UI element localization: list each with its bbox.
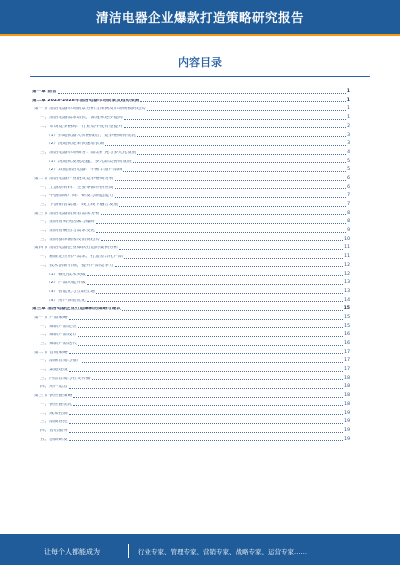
toc-entry-text: （1）核心技术突破: [46, 272, 86, 277]
toc-entry[interactable]: [32, 390, 350, 399]
toc-leader-dots: [133, 162, 346, 163]
toc-page-number: 12: [344, 271, 350, 277]
report-header-banner: [0, 0, 400, 36]
toc-entry[interactable]: [32, 234, 350, 243]
toc-page-number: 8: [347, 219, 350, 225]
toc-page-number: 19: [344, 410, 350, 416]
toc-entry[interactable]: [32, 277, 350, 286]
toc-chapter-entry[interactable]: [32, 303, 350, 312]
toc-entry[interactable]: [32, 251, 350, 260]
toc-entry-text: 一、品牌营销与推广: [40, 359, 82, 364]
toc-entry-text: 第二节 清洁电器产业链及竞争格局分析: [34, 176, 114, 181]
toc-entry[interactable]: [32, 242, 350, 251]
toc-leader-dots: [115, 180, 347, 181]
toc-leader-dots: [122, 310, 343, 311]
toc-entry[interactable]: [32, 268, 350, 277]
toc-entry-text: 一、爆款产品定位: [40, 324, 77, 329]
toc-leader-dots: [124, 119, 346, 120]
toc-leader-dots: [69, 371, 344, 372]
toc-entry[interactable]: [32, 381, 350, 390]
toc-entry-text: 第二节 营销策略: [34, 350, 68, 355]
toc-entry-text: 一、清洁电器需求增长，渗透率逐步提高: [40, 116, 123, 121]
toc-entry[interactable]: [32, 208, 350, 217]
toc-entry-text: 三、内容营销与社交传播: [40, 376, 91, 381]
toc-page-number: 19: [344, 427, 350, 433]
toc-page-number: 6: [347, 175, 350, 181]
toc-entry[interactable]: [32, 355, 350, 364]
toc-page-number: 11: [344, 245, 350, 251]
toc-leader-dots: [96, 223, 346, 224]
toc-entry[interactable]: [32, 173, 350, 182]
toc-entry[interactable]: [32, 329, 350, 338]
toc-entry[interactable]: [32, 147, 350, 156]
toc-leader-dots: [58, 93, 346, 94]
toc-page-number: 18: [344, 393, 350, 399]
toc-page-number: 1: [347, 106, 350, 112]
toc-entry-text: 第三章 清洁电器企业打造爆款的策略与建议: [32, 307, 121, 312]
toc-page-number: 13: [344, 288, 350, 294]
toc-entry[interactable]: [32, 164, 350, 173]
toc-entry[interactable]: [32, 112, 350, 121]
toc-entry[interactable]: [32, 338, 350, 347]
toc-page-number: 15: [343, 306, 350, 312]
footer-divider: [128, 544, 129, 558]
toc-leader-dots: [115, 266, 344, 267]
toc-entry[interactable]: [32, 364, 350, 373]
toc-page-number: 5: [347, 167, 350, 173]
toc-entry[interactable]: [32, 373, 350, 382]
toc-entry[interactable]: [32, 138, 350, 147]
toc-entry-text: 二、市场竞争格局：行业集中度有望提升: [40, 124, 123, 129]
toc-entry-text: 第一节 产品策略: [34, 315, 68, 320]
toc-entry[interactable]: [32, 416, 350, 425]
toc-entry-text: 二、渠道建设: [40, 368, 68, 373]
toc-leader-dots: [69, 319, 344, 320]
toc-entry[interactable]: [32, 399, 350, 408]
toc-entry[interactable]: [32, 121, 350, 130]
toc-entry-text: 二、中游品牌厂商：研发与制造能力: [40, 194, 114, 199]
toc-entry[interactable]: [32, 156, 350, 165]
toc-leader-dots: [123, 171, 346, 172]
toc-entry[interactable]: [32, 295, 350, 304]
toc-entry[interactable]: [32, 103, 350, 112]
toc-page-number: 6: [347, 184, 350, 190]
toc-entry-text: （2）洗地机迎来快速增长期: [46, 142, 105, 147]
toc-entry[interactable]: [32, 216, 350, 225]
toc-page-number: 12: [344, 262, 350, 268]
toc-leader-dots: [87, 284, 343, 285]
toc-leader-dots: [119, 206, 346, 207]
toc-entry[interactable]: [32, 312, 350, 321]
toc-leader-dots: [92, 379, 344, 380]
toc-entry-text: 三、消费群体画像及消费趋势: [40, 237, 100, 242]
toc-entry-text: 第二章 2023-2028年清洁电器市场前景及趋势预测: [32, 98, 140, 103]
toc-page-number: 10: [344, 236, 350, 242]
toc-entry-text: 一、消费者购买因素与偏好: [40, 220, 96, 225]
toc-entry[interactable]: [32, 425, 350, 434]
toc-entry-text: （2）其他清洁电器：不断丰富产品线: [46, 168, 123, 173]
toc-leader-dots: [78, 327, 343, 328]
toc-leader-dots: [115, 188, 347, 189]
toc-entry-text: 三、下游销售渠道：线上线下融合发展: [40, 203, 119, 208]
toc-page-number: 19: [344, 436, 350, 442]
footer-slogan: 让每个人都能成为: [44, 548, 100, 556]
toc-entry-text: 三、品质管控: [40, 420, 68, 425]
toc-page-number: 18: [344, 384, 350, 390]
toc-entry[interactable]: [32, 407, 350, 416]
toc-leader-dots: [101, 214, 346, 215]
toc-entry-text: 二、消费者痛点与需求变化: [40, 229, 96, 234]
toc-page-number: 2: [347, 123, 350, 129]
toc-entry-text: 第一章 前言: [32, 90, 57, 95]
toc-leader-dots: [115, 197, 347, 198]
toc-page-number: 16: [344, 341, 350, 347]
toc-leader-dots: [73, 405, 343, 406]
toc-leader-dots: [119, 249, 343, 250]
toc-entry-text: 四、售后服务: [40, 428, 68, 433]
toc-entry-text: 二、成本控制: [40, 411, 68, 416]
toc-entry-text: （1）扫地机器人价格战后，竞争格局将优化: [46, 133, 137, 138]
toc-page-number: 1: [347, 115, 350, 121]
toc-entry[interactable]: [32, 225, 350, 234]
toc-entry[interactable]: [32, 321, 350, 330]
toc-leader-dots: [69, 388, 344, 389]
toc-entry-text: 一、上游原材料：主要零部件供应商: [40, 185, 114, 190]
toc-entry[interactable]: [32, 260, 350, 269]
toc-leader-dots: [96, 232, 346, 233]
toc-entry[interactable]: [32, 190, 350, 199]
toc-page-number: 16: [344, 332, 350, 338]
toc-page-number: 7: [347, 193, 350, 199]
toc-page-number: 17: [344, 349, 350, 355]
toc-entry-text: （4）用户体验优化: [46, 298, 86, 303]
toc-entry[interactable]: [32, 129, 350, 138]
toc-entry-text: 五、创新研发: [40, 437, 68, 442]
toc-entry-text: 二、爆款产品设计: [40, 333, 77, 338]
footer-tagline: 行业专家、管理专家、营销专家、战略专家、运营专家……: [138, 548, 307, 556]
toc-page-number: 7: [347, 202, 350, 208]
toc-page-number: 19: [344, 419, 350, 425]
toc-leader-dots: [69, 414, 344, 415]
toc-leader-dots: [78, 345, 343, 346]
toc-leader-dots: [73, 397, 343, 398]
toc-leader-dots: [137, 136, 346, 137]
toc-leader-dots: [96, 293, 343, 294]
toc-heading: 内容目录: [178, 56, 222, 69]
toc-leader-dots: [105, 145, 346, 146]
toc-leader-dots: [147, 110, 346, 111]
toc-page-number: 17: [344, 367, 350, 373]
toc-leader-dots: [69, 423, 344, 424]
toc-entry-text: 一、精准定位用户需求，打造差异化产品: [40, 255, 123, 260]
toc-leader-dots: [87, 301, 343, 302]
toc-entry[interactable]: [32, 347, 350, 356]
toc-leader-dots: [69, 440, 344, 441]
toc-leader-dots: [137, 154, 346, 155]
toc-leader-dots: [140, 101, 346, 102]
toc-entry-text: （3）智能化与互联互通: [46, 289, 95, 294]
toc-leader-dots: [78, 336, 343, 337]
toc-entry-text: （2）产品功能升级: [46, 281, 86, 286]
toc-entry[interactable]: [32, 182, 350, 191]
toc-page-number: 5: [347, 158, 350, 164]
toc-page-number: 3: [347, 132, 350, 138]
toc-page-number: 11: [344, 254, 350, 260]
footer-banner: [0, 534, 400, 565]
toc-page-number: 15: [344, 314, 350, 320]
toc-entry[interactable]: [32, 199, 350, 208]
toc-page-number: 4: [347, 149, 350, 155]
toc-entry[interactable]: [32, 434, 350, 443]
toc-leader-dots: [69, 353, 344, 354]
toc-page-number: 1: [346, 97, 350, 103]
toc-entry-text: 三、爆款产品迭代: [40, 342, 77, 347]
toc-entry-text: 第三节 清洁电器消费者需求分析: [34, 211, 100, 216]
toc-entry-text: 三、清洁电器市场细分：品类扩充与多元化发展: [40, 150, 137, 155]
toc-leader-dots: [69, 432, 344, 433]
toc-page-number: 1: [346, 89, 350, 95]
toc-entry-text: 第三节 供应链策略: [34, 394, 73, 399]
toc-page-number: 17: [344, 358, 350, 364]
toc-leader-dots: [82, 362, 343, 363]
toc-leader-dots: [124, 127, 346, 128]
toc-leader-dots: [124, 258, 343, 259]
toc-leader-dots: [101, 240, 343, 241]
report-title: 清洁电器企业爆款打造策略研究报告: [95, 10, 304, 25]
toc-entry-text: （1）洗地机发展迅猛，多元品类协同发展: [46, 159, 132, 164]
toc-entry-text: 第四节 清洁电器企业爆款打造的案例分析: [34, 246, 119, 251]
toc-entry-text: 第一节 清洁电器市场前景分析与预测及市场规模的趋势: [34, 107, 146, 112]
table-of-contents: [32, 86, 350, 442]
toc-entry-text: 四、用户运营: [40, 385, 68, 390]
toc-leader-dots: [87, 275, 343, 276]
toc-page-number: 13: [344, 280, 350, 286]
toc-entry[interactable]: [32, 286, 350, 295]
toc-page-number: 14: [344, 297, 350, 303]
toc-chapter-entry[interactable]: [32, 86, 350, 95]
toc-entry-text: 二、技术创新引领，提升产品竞争力: [40, 263, 114, 268]
toc-chapter-entry[interactable]: [32, 95, 350, 104]
toc-page-number: 18: [344, 375, 350, 381]
toc-entry-text: 一、供应链优化: [40, 402, 73, 407]
toc-page-number: 15: [344, 323, 350, 329]
toc-page-number: 18: [344, 401, 350, 407]
toc-page-number: 8: [347, 210, 350, 216]
toc-page-number: 3: [347, 141, 350, 147]
toc-page-number: 9: [347, 228, 350, 234]
toc-heading-rule: [30, 76, 370, 77]
